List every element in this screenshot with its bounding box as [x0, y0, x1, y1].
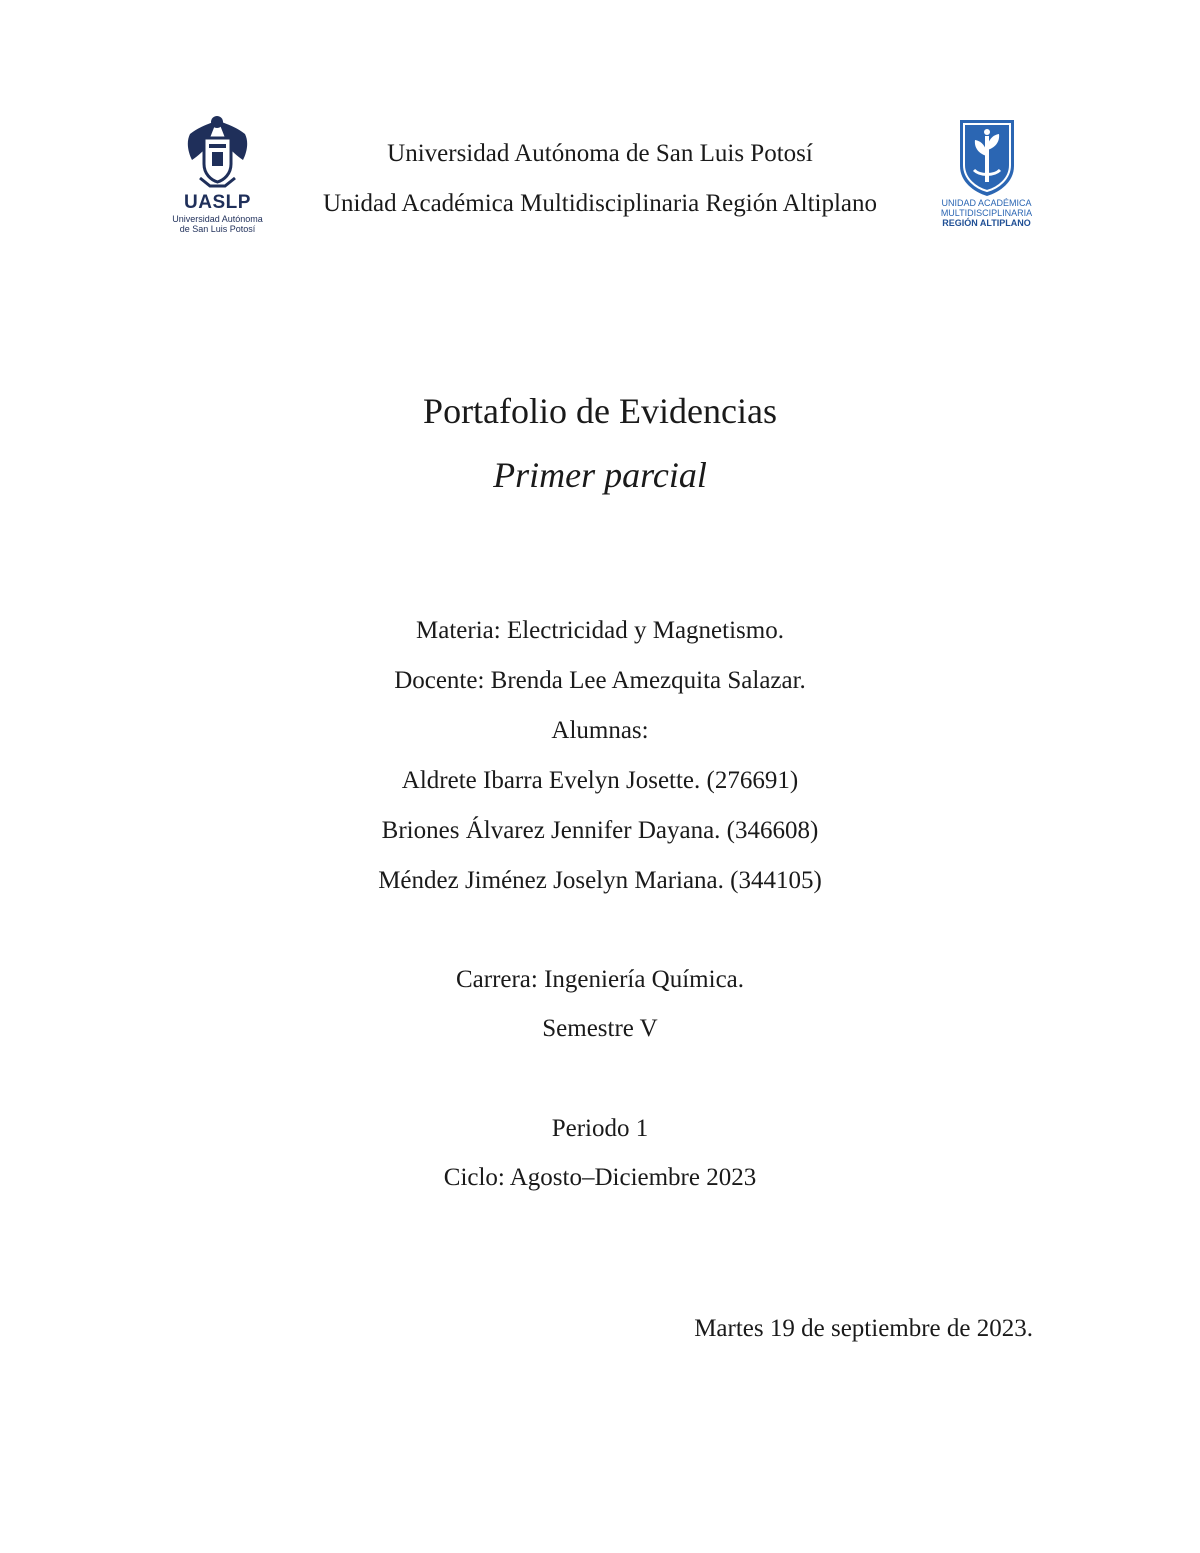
semestre-line: Semestre V [542, 1015, 658, 1042]
unit-name: Unidad Académica Multidisciplinaria Región Altiplano [322, 190, 878, 217]
ciclo-line: Ciclo: Agosto–Diciembre 2023 [443, 1164, 757, 1191]
uama-line1: UNIDAD ACADÉMICA [941, 198, 1032, 208]
carrera-line: Carrera: Ingeniería Química. [455, 966, 745, 993]
materia-line: Materia: Electricidad y Magnetismo. [416, 617, 784, 644]
student-1: Aldrete Ibarra Evelyn Josette. (276691) [401, 767, 799, 794]
student-3: Méndez Jiménez Joselyn Mariana. (344105) [378, 867, 822, 894]
document-date: Martes 19 de septiembre de 2023. [694, 1315, 1033, 1342]
docente-line: Docente: Brenda Lee Amezquita Salazar. [394, 667, 806, 694]
uaslp-logo [160, 112, 275, 237]
student-2: Briones Álvarez Jennifer Dayana. (346608) [381, 817, 819, 844]
alumnas-label: Alumnas: [551, 717, 649, 744]
uaslp-acronym: UASLP [184, 192, 251, 213]
document-title: Portafolio de Evidencias [423, 391, 777, 431]
uaslp-name-line1: Universidad Autónoma [172, 214, 263, 224]
uaslp-name-line2: de San Luis Potosí [179, 224, 256, 234]
document-subtitle: Primer parcial [493, 455, 707, 495]
uama-line3: REGIÓN ALTIPLANO [942, 218, 1031, 228]
uama-logo [934, 116, 1039, 241]
periodo-line: Periodo 1 [551, 1115, 649, 1142]
uama-line2: MULTIDISCIPLINARIA [940, 208, 1033, 218]
university-name: Universidad Autónoma de San Luis Potosí [387, 140, 813, 167]
shield-plant-icon [934, 116, 1039, 198]
